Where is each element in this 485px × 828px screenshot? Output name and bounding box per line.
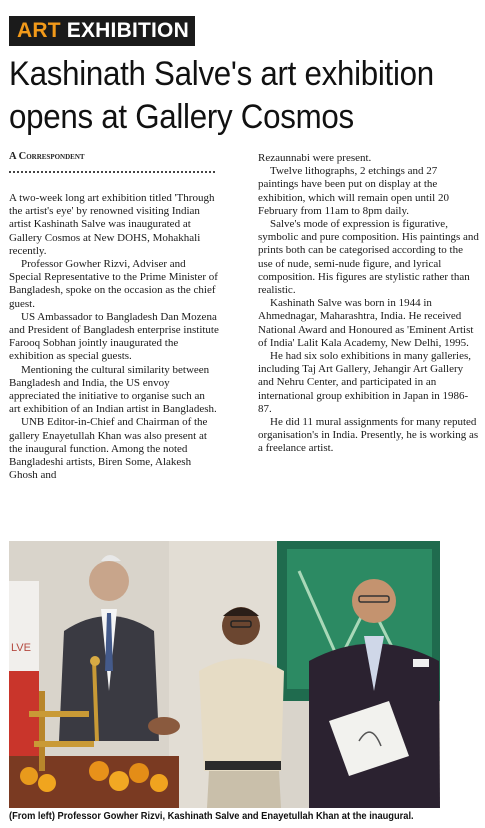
paragraph: A two-week long art exhibition titled 'Through the artist's eye' by renowned visiting Indian artist Kashinath Salve was inaugurated at Gallery Cosmos at New DOHS, Mohakhali recently. [9, 192, 215, 257]
event-photo [9, 541, 440, 808]
article-column-1 [9, 192, 219, 482]
dotted-divider [9, 171, 215, 173]
headline [9, 53, 441, 139]
paragraph: Rezaunnabi were present. [258, 152, 372, 164]
paragraph: US Ambassador to Bangladesh Dan Mozena and President of Bangladesh enterprise institute Farooq Sobhan jointly inaugurated the exhibition as special guests. [9, 310, 219, 363]
photo-illustration [9, 541, 440, 808]
paragraph: UNB Editor-in-Chief and Chairman of the gallery Enayetullah Khan was also present at the inaugural function. Among the noted Bangladeshi artists, Biren Some, Alakesh Ghosh and [9, 416, 208, 482]
paragraph: Mentioning the cultural similarity between Bangladesh and India, the US envoy appreciated the initiative to organise such an art exhibition of an Indian artist in Bangladesh. [9, 363, 217, 416]
section-kicker [9, 16, 195, 46]
paragraph: Professor Gowher Rizvi, Adviser and Special Representative to the Prime Minister of Bangladesh, spoke on the occasion as the chief guest. [9, 258, 218, 310]
paragraph: Kashinath Salve was born in 1944 in Ahmednagar, Maharashtra, India. He received National Award and Honoured as 'Eminent Artist of India' Lalit Kala Academy, New Delhi, 1995. [258, 297, 474, 349]
photo-caption: (From left) Professor Gowher Rizvi, Kashinath Salve and Enayetullah Khan at the inaugural. [9, 811, 414, 822]
kicker-art: ART [17, 19, 61, 42]
headline-line-2: opens at Gallery Cosmos [9, 98, 354, 136]
paragraph: Salve's mode of expression is figurative, symbolic and pure composition. His paintings and prints both can be categorised according to the use of nude, semi-nude figure, and lyrical composition. His figures are stylistic rather than realistic. [258, 218, 479, 297]
headline-line-1: Kashinath Salve's art exhibition [9, 55, 434, 93]
paragraph: He had six solo exhibitions in many galleries, including Taj Art Gallery, Jehangir Art Gallery and Nehru Center, and participated in an international group exhibition in Japan in 1986-87. [258, 350, 472, 415]
paragraph: Twelve lithographs, 2 etchings and 27 paintings have been put on display at the exhibition, which will remain open until 20 February from 11am to 8pm daily. [258, 165, 449, 217]
byline: A Correspondent [9, 151, 85, 162]
article-column-2 [258, 152, 480, 456]
paragraph: He did 11 mural assignments for many reputed organisation's in India. Presently, he is working as a freelance artist. [258, 416, 479, 455]
banner-text: LVE [11, 642, 31, 654]
kicker-exhibition: EXHIBITION [66, 19, 189, 42]
